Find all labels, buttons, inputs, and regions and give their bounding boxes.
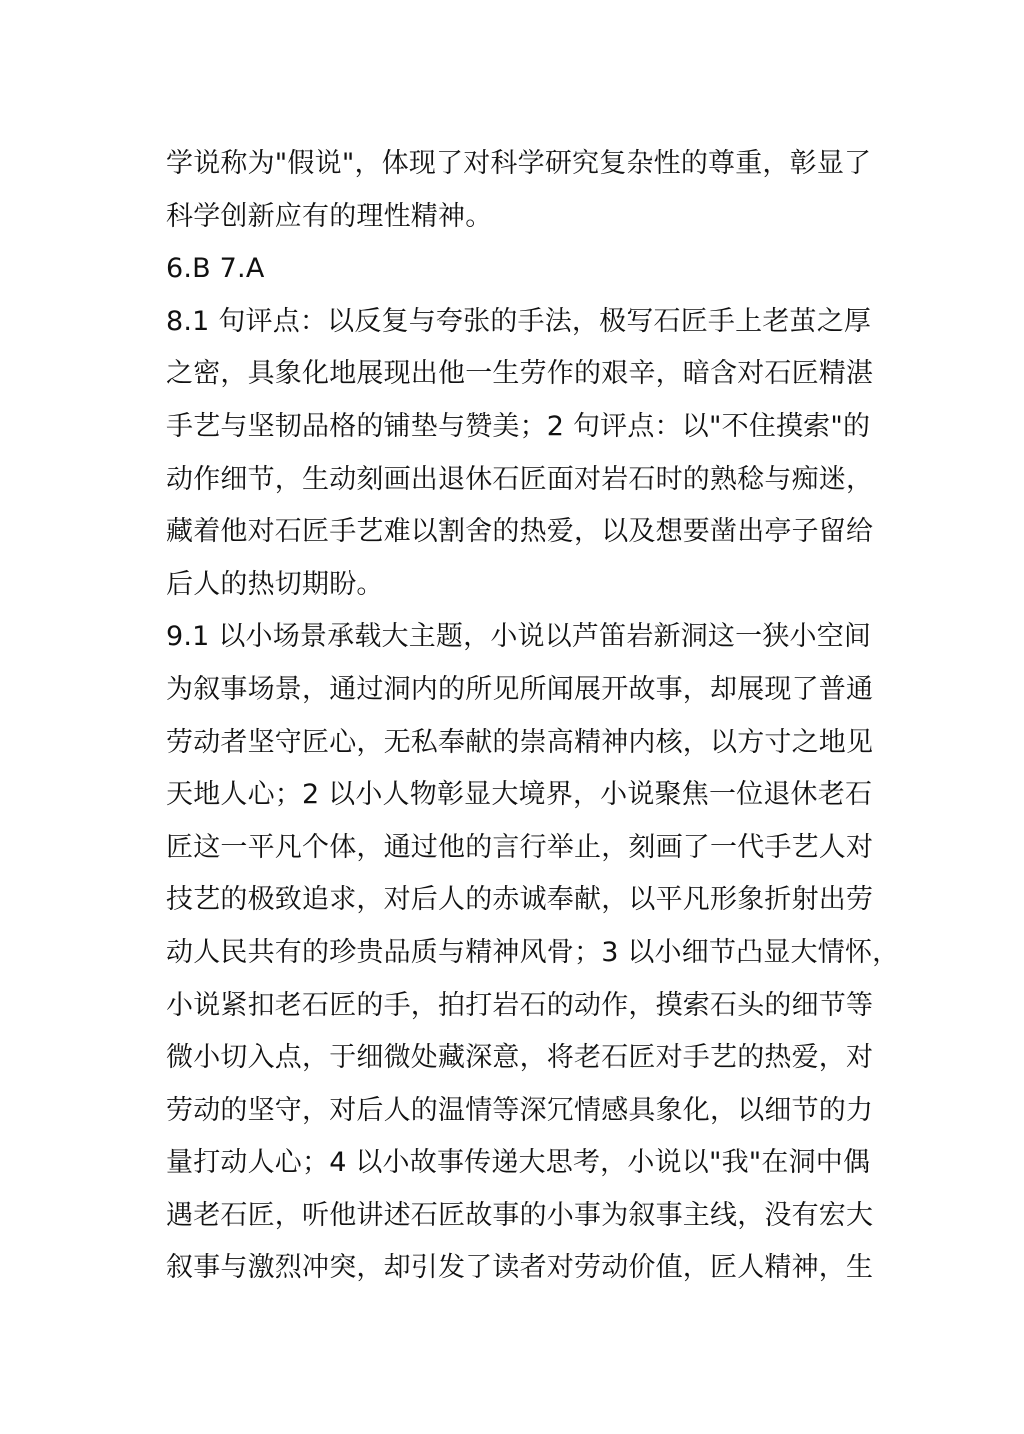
- text-line-4: 8.1 句评点：以反复与夸张的手法，极写石匠手上老茧之厚: [166, 305, 872, 337]
- text-line-1: 学说称为"假说"，体现了对科学研究复杂性的尊重，彰显了: [166, 148, 872, 179]
- text-line-22: 叙事与激烈冲突，却引发了读者对劳动价值，匠人精神，生: [166, 1252, 874, 1284]
- text-line-19: 劳动的坚守，对后人的温情等深冗情感具象化，以细节的力: [166, 1094, 874, 1126]
- text-line-10: 9.1 以小场景承载大主题，小说以芦笛岩新洞这一狭小空间: [166, 621, 872, 653]
- text-line-16: 动人民共有的珍贵品质与精神风骨；3 以小细节凸显大情怀，: [166, 936, 900, 968]
- text-line-15: 技艺的极致追求，对后人的赤诚奉献，以平凡形象折射出劳: [166, 884, 874, 916]
- text-line-17: 小说紧扣老石匠的手，拍打岩石的动作，摸索石头的细节等: [166, 989, 874, 1021]
- text-line-3: 6.B 7.A: [166, 253, 265, 285]
- answer-text-block: [166, 138, 900, 1295]
- text-line-2: 科学创新应有的理性精神。: [166, 200, 493, 232]
- text-line-11: 为叙事场景，通过洞内的所见所闻展开故事，却展现了普通: [166, 673, 874, 705]
- text-line-20: 量打动人心；4 以小故事传递大思考，小说以"我"在洞中偶: [166, 1147, 871, 1179]
- text-line-7: 动作细节，生动刻画出退休石匠面对岩石时的熟稔与痴迷，: [166, 463, 874, 495]
- text-line-6: 手艺与坚韧品格的铺垫与赞美；2 句评点：以"不住摸索"的: [166, 410, 871, 442]
- text-line-8: 藏着他对石匠手艺难以割舍的热爱，以及想要凿出亭子留给: [166, 516, 874, 548]
- text-line-14: 匠这一平凡个体，通过他的言行举止，刻画了一代手艺人对: [166, 831, 874, 863]
- text-line-13: 天地人心；2 以小人物彰显大境界，小说聚焦一位退休老石: [166, 779, 873, 811]
- text-line-9: 后人的热切期盼。: [166, 568, 384, 600]
- text-line-12: 劳动者坚守匠心，无私奉献的崇高精神内核，以方寸之地见: [166, 726, 874, 758]
- text-line-21: 遇老石匠，听他讲述石匠故事的小事为叙事主线，没有宏大: [166, 1199, 874, 1231]
- text-line-5: 之密，具象化地展现出他一生劳作的艰辛，暗含对石匠精湛: [166, 358, 874, 390]
- text-line-18: 微小切入点，于细微处藏深意，将老石匠对手艺的热爱，对: [166, 1042, 874, 1074]
